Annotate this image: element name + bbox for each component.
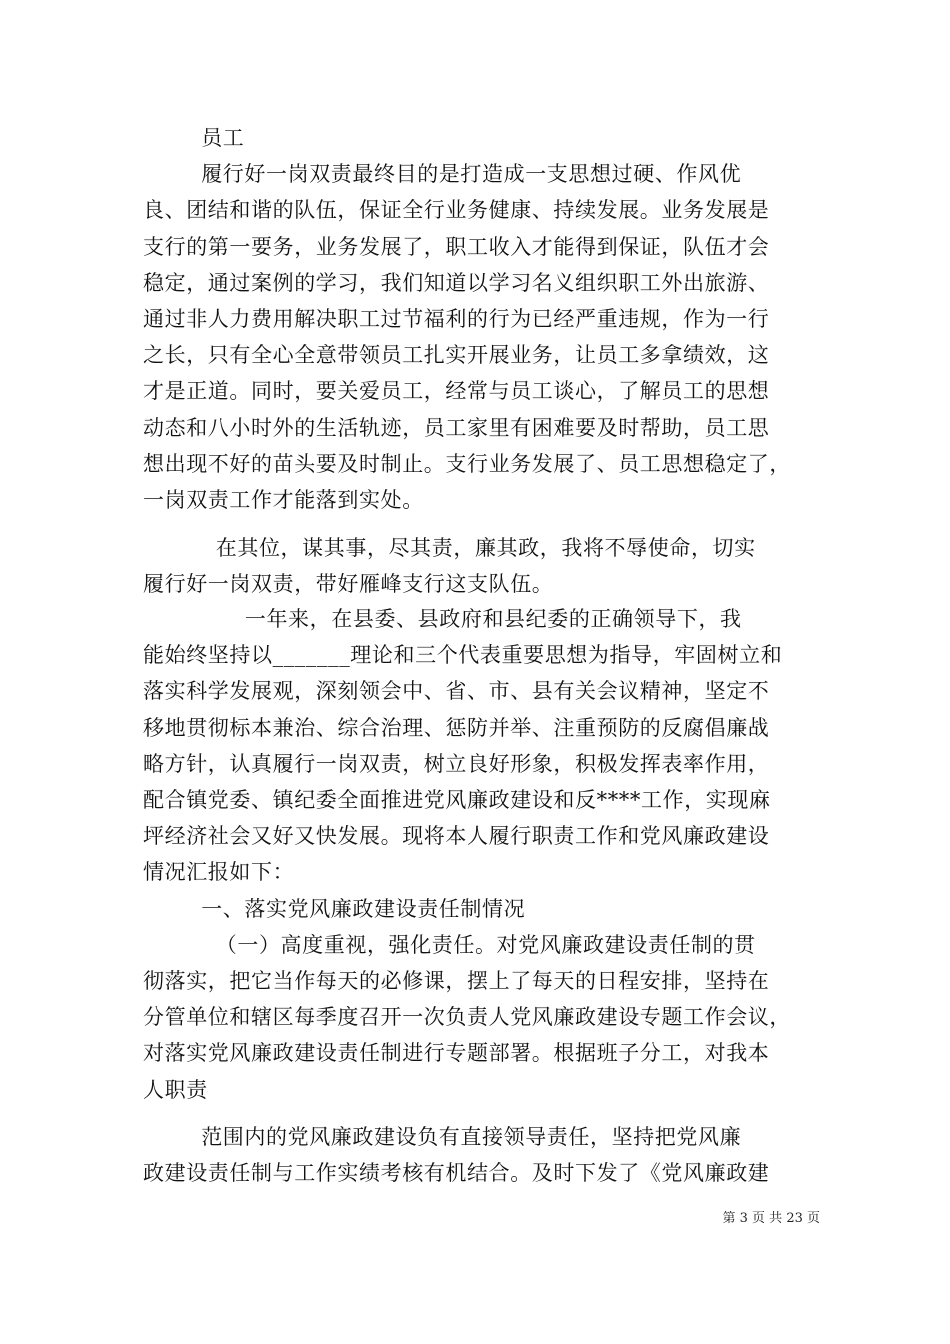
text-line: 履行好一岗双责，带好雁峰支行这支队伍。 xyxy=(143,572,554,597)
text-line: 通过非人力费用解决职工过节福利的行为已经严重违规，作为一行 xyxy=(143,307,770,332)
text-line: 之长，只有全心全意带领员工扎实开展业务，让员工多拿绩效，这 xyxy=(143,343,770,368)
text-line: 履行好一岗双责最终目的是打造成一支思想过硬、作风优 xyxy=(143,162,742,187)
text-line: 能始终坚持以_______理论和三个代表重要思想为指导，牢固树立和 xyxy=(143,643,783,668)
text-line: 情况汇报如下： xyxy=(143,860,295,885)
text-line: 对落实党风廉政建设责任制进行专题部署。根据班子分工，对我本 xyxy=(143,1041,770,1066)
text-line: 员工 xyxy=(143,126,245,150)
text-line: 配合镇党委、镇纪委全面推进党风廉政建设和反****工作，实现麻 xyxy=(143,788,771,813)
text-line: 一、落实党风廉政建设责任制情况 xyxy=(143,896,526,921)
text-line: 稳定，通过案例的学习，我们知道以学习名义组织职工外出旅游、 xyxy=(143,270,770,295)
text-line: 一年来，在县委、县政府和县纪委的正确领导下，我 xyxy=(143,607,742,631)
text-line: 分管单位和辖区每季度召开一次负责人党风廉政建设专题工作会议， xyxy=(143,1005,791,1030)
text-line: 良、团结和谐的队伍，保证全行业务健康、持续发展。业务发展是 xyxy=(143,198,770,223)
text-line: 支行的第一要务，业务发展了，职工收入才能得到保证，队伍才会 xyxy=(143,234,770,259)
text-line: 政建设责任制与工作实绩考核有机结合。及时下发了《党风廉政建 xyxy=(143,1161,770,1186)
text-line: 范围内的党风廉政建设负有直接领导责任，坚持把党风廉 xyxy=(143,1125,742,1149)
text-line: 移地贯彻标本兼治、综合治理、惩防并举、注重预防的反腐倡廉战 xyxy=(143,715,770,740)
text-line: 彻落实，把它当作每天的必修课，摆上了每天的日程安排，坚持在 xyxy=(143,969,770,994)
text-line: 动态和八小时外的生活轨迹，员工家里有困难要及时帮助，员工思 xyxy=(143,415,770,440)
text-line: （一）高度重视，强化责任。对党风廉政建设责任制的贯 xyxy=(143,932,756,957)
text-line: 人职责 xyxy=(143,1077,208,1102)
text-line: 想出现不好的苗头要及时制止。支行业务发展了、员工思想稳定了， xyxy=(143,451,791,476)
page-number-footer: 第 3 页 共 23 页 xyxy=(722,1211,820,1226)
text-line: 在其位，谋其事，尽其责，廉其政，我将不辱使命，切实 xyxy=(143,536,756,560)
text-line: 坪经济社会又好又快发展。现将本人履行职责工作和党风廉政建设 xyxy=(143,824,770,849)
text-line: 略方针，认真履行一岗双责，树立良好形象，积极发挥表率作用， xyxy=(143,751,770,776)
paragraph-block-employees xyxy=(143,120,823,518)
text-line: 才是正道。同时，要关爱员工，经常与员工谈心，了解员工的思想 xyxy=(143,379,770,404)
paragraph-block-report xyxy=(143,601,823,1108)
paragraph-block-commitment xyxy=(143,530,823,602)
text-line: 落实科学发展观，深刻领会中、省、市、县有关会议精神，坚定不 xyxy=(143,679,770,704)
text-line: 一岗双责工作才能落到实处。 xyxy=(143,488,424,513)
paragraph-block-scope xyxy=(143,1119,823,1191)
